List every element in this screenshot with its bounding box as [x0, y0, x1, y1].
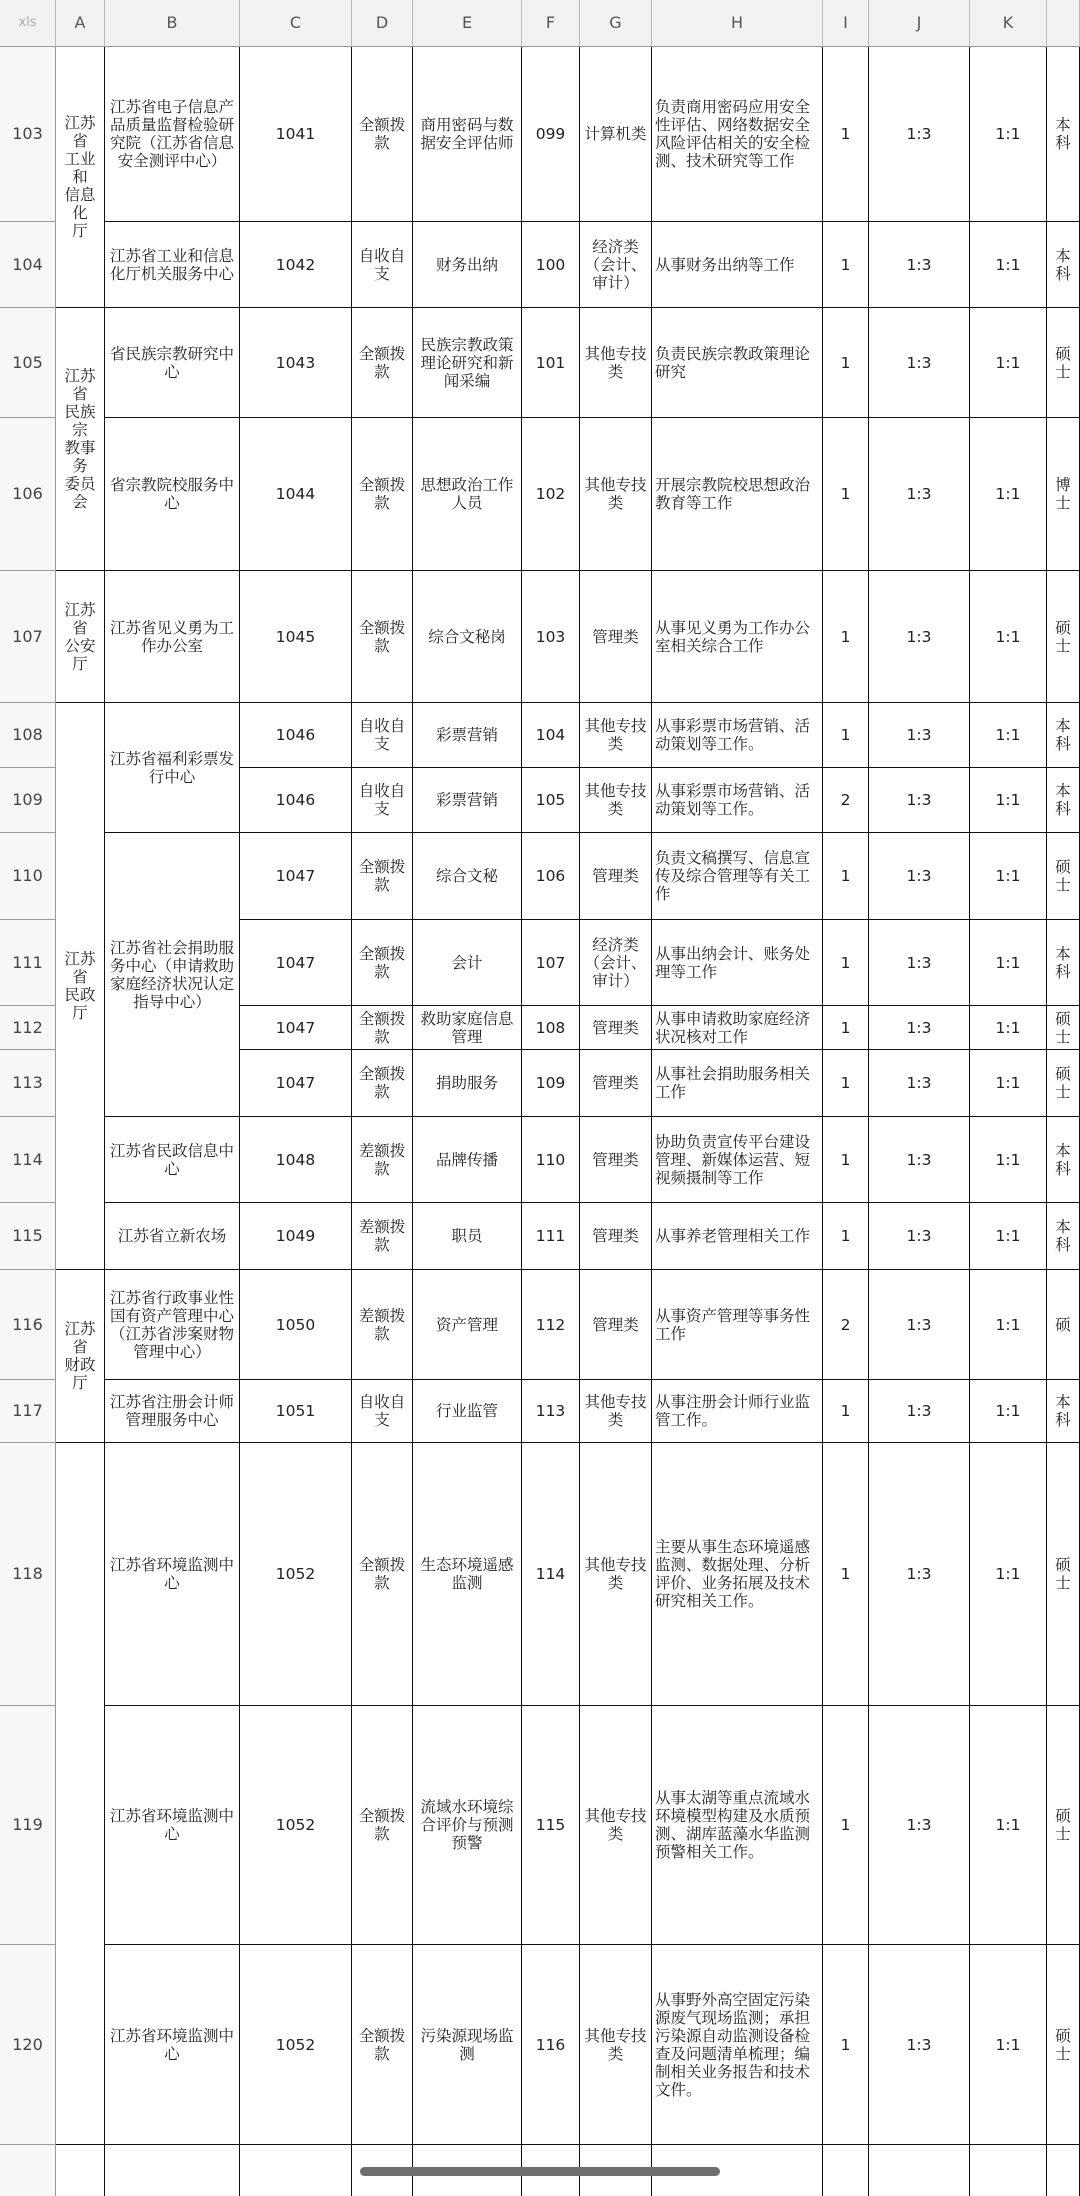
unit-cell[interactable]: 江苏省电子信息产品质量监督检验研究院（江苏省信息安全测评中心） [105, 47, 240, 222]
cell-category[interactable]: 其他专技类 [580, 768, 652, 833]
cell-edu[interactable]: 本科 [1047, 1203, 1080, 1270]
cell-funding[interactable]: 全额拨款 [352, 1945, 413, 2145]
cell-description[interactable]: 从事彩票市场营销、活动策划等工作。 [652, 768, 823, 833]
row-header[interactable]: 109 [0, 768, 56, 833]
cell-funding[interactable]: 全额拨款 [352, 47, 413, 222]
column-header-e[interactable]: E [413, 0, 522, 47]
cell-category[interactable]: 管理类 [580, 1117, 652, 1203]
cell-edu[interactable]: 硕士 [1047, 833, 1080, 920]
cell-ratio[interactable]: 1:3 [869, 1380, 970, 1443]
cell-ratio[interactable]: 1:3 [869, 308, 970, 418]
cell-count[interactable]: 1 [823, 1945, 869, 2145]
cell-description[interactable]: 开展宗教院校思想政治教育等工作 [652, 418, 823, 571]
column-header-b[interactable]: B [105, 0, 240, 47]
cell-k[interactable]: 1:1 [970, 418, 1047, 571]
cell-category[interactable]: 管理类 [580, 1270, 652, 1380]
cell-count[interactable]: 1 [823, 833, 869, 920]
cell-code[interactable]: 1047 [240, 1050, 352, 1117]
cell-category[interactable]: 其他专技类 [580, 703, 652, 768]
cell-code[interactable]: 1046 [240, 768, 352, 833]
cell-pos_code[interactable]: 099 [522, 47, 580, 222]
cell-position[interactable]: 污染源现场监测 [413, 1945, 522, 2145]
cell-code[interactable]: 1052 [240, 1443, 352, 1706]
cell-code[interactable]: 1042 [240, 222, 352, 308]
cell-category[interactable]: 其他专技类 [580, 418, 652, 571]
row-header[interactable]: 120 [0, 1945, 56, 2145]
department-cell[interactable]: 江苏省 公安厅 [56, 571, 105, 703]
cell-pos_code[interactable]: 101 [522, 308, 580, 418]
column-header-extra[interactable] [1047, 0, 1080, 47]
cell-description[interactable]: 从事野外高空固定污染源废气现场监测；承担污染源自动监测设备检查及问题清单梳理；编制相关业务报告和技术文件。 [652, 1945, 823, 2145]
cell-pos_code[interactable]: 116 [522, 1945, 580, 2145]
cell-funding[interactable]: 全额拨款 [352, 1050, 413, 1117]
empty-cell[interactable] [240, 2145, 352, 2196]
cell-position[interactable]: 民族宗教政策理论研究和新闻采编 [413, 308, 522, 418]
cell-edu[interactable]: 本科 [1047, 1380, 1080, 1443]
cell-ratio[interactable]: 1:3 [869, 703, 970, 768]
cell-ratio[interactable]: 1:3 [869, 833, 970, 920]
cell-edu[interactable]: 硕士 [1047, 308, 1080, 418]
unit-cell[interactable]: 江苏省环境监测中心 [105, 1443, 240, 1706]
cell-count[interactable]: 1 [823, 418, 869, 571]
cell-edu[interactable]: 硕士 [1047, 1443, 1080, 1706]
cell-k[interactable]: 1:1 [970, 1117, 1047, 1203]
cell-description[interactable]: 从事注册会计师行业监管工作。 [652, 1380, 823, 1443]
cell-k[interactable]: 1:1 [970, 1203, 1047, 1270]
unit-cell[interactable]: 江苏省行政事业性国有资产管理中心（江苏省涉案财物管理中心） [105, 1270, 240, 1380]
cell-category[interactable]: 其他专技类 [580, 1706, 652, 1945]
unit-cell[interactable]: 江苏省见义勇为工作办公室 [105, 571, 240, 703]
cell-edu[interactable]: 硕士 [1047, 1945, 1080, 2145]
cell-position[interactable]: 思想政治工作人员 [413, 418, 522, 571]
cell-pos_code[interactable]: 114 [522, 1443, 580, 1706]
cell-category[interactable]: 经济类（会计、审计） [580, 222, 652, 308]
cell-funding[interactable]: 差额拨款 [352, 1203, 413, 1270]
unit-cell[interactable]: 江苏省立新农场 [105, 1203, 240, 1270]
row-header[interactable]: 112 [0, 1006, 56, 1050]
cell-description[interactable]: 从事财务出纳等工作 [652, 222, 823, 308]
cell-category[interactable]: 其他专技类 [580, 308, 652, 418]
cell-ratio[interactable]: 1:3 [869, 1117, 970, 1203]
cell-pos_code[interactable]: 110 [522, 1117, 580, 1203]
cell-position[interactable]: 生态环境遥感监测 [413, 1443, 522, 1706]
cell-count[interactable]: 1 [823, 1443, 869, 1706]
unit-cell[interactable]: 省民族宗教研究中心 [105, 308, 240, 418]
cell-k[interactable]: 1:1 [970, 703, 1047, 768]
cell-edu[interactable]: 本科 [1047, 1117, 1080, 1203]
cell-edu[interactable]: 本科 [1047, 768, 1080, 833]
cell-category[interactable]: 管理类 [580, 833, 652, 920]
cell-k[interactable]: 1:1 [970, 920, 1047, 1006]
cell-code[interactable]: 1049 [240, 1203, 352, 1270]
cell-position[interactable]: 会计 [413, 920, 522, 1006]
cell-description[interactable]: 负责民族宗教政策理论研究 [652, 308, 823, 418]
column-header-g[interactable]: G [580, 0, 652, 47]
empty-cell[interactable] [869, 2145, 970, 2196]
row-header[interactable]: 114 [0, 1117, 56, 1203]
cell-pos_code[interactable]: 106 [522, 833, 580, 920]
cell-funding[interactable]: 全额拨款 [352, 308, 413, 418]
cell-code[interactable]: 1047 [240, 1006, 352, 1050]
row-header[interactable]: 119 [0, 1706, 56, 1945]
row-header[interactable]: 118 [0, 1443, 56, 1706]
cell-category[interactable]: 管理类 [580, 571, 652, 703]
cell-description[interactable]: 从事见义勇为工作办公室相关综合工作 [652, 571, 823, 703]
cell-category[interactable]: 其他专技类 [580, 1380, 652, 1443]
row-header[interactable]: 107 [0, 571, 56, 703]
row-header[interactable]: 106 [0, 418, 56, 571]
cell-pos_code[interactable]: 108 [522, 1006, 580, 1050]
cell-position[interactable]: 流域水环境综合评价与预测预警 [413, 1706, 522, 1945]
home-indicator[interactable] [360, 2167, 720, 2176]
select-all-corner[interactable]: xls [0, 0, 56, 47]
unit-cell[interactable]: 江苏省社会捐助服务中心（申请救助家庭经济状况认定指导中心） [105, 833, 240, 1117]
cell-edu[interactable]: 硕士 [1047, 571, 1080, 703]
cell-funding[interactable]: 差额拨款 [352, 1117, 413, 1203]
cell-edu[interactable]: 本科 [1047, 222, 1080, 308]
column-header-i[interactable]: I [823, 0, 869, 47]
cell-ratio[interactable]: 1:3 [869, 1203, 970, 1270]
cell-count[interactable]: 1 [823, 308, 869, 418]
cell-k[interactable]: 1:1 [970, 222, 1047, 308]
column-header-j[interactable]: J [869, 0, 970, 47]
cell-k[interactable]: 1:1 [970, 833, 1047, 920]
department-cell[interactable]: 江苏省 财政厅 [56, 1270, 105, 1443]
cell-funding[interactable]: 自收自支 [352, 1380, 413, 1443]
department-cell[interactable]: 江苏省 民族宗 教事务 委员会 [56, 308, 105, 571]
cell-count[interactable]: 1 [823, 571, 869, 703]
cell-edu[interactable]: 本科 [1047, 920, 1080, 1006]
cell-position[interactable]: 彩票营销 [413, 703, 522, 768]
cell-category[interactable]: 计算机类 [580, 47, 652, 222]
cell-k[interactable]: 1:1 [970, 1050, 1047, 1117]
empty-cell[interactable] [105, 2145, 240, 2196]
cell-position[interactable]: 捐助服务 [413, 1050, 522, 1117]
cell-ratio[interactable]: 1:3 [869, 47, 970, 222]
cell-description[interactable]: 主要从事生态环境遥感监测、数据处理、分析评价、业务拓展及技术研究相关工作。 [652, 1443, 823, 1706]
cell-edu[interactable]: 博士 [1047, 418, 1080, 571]
column-header-f[interactable]: F [522, 0, 580, 47]
cell-position[interactable]: 彩票营销 [413, 768, 522, 833]
empty-cell[interactable] [0, 2145, 56, 2196]
unit-cell[interactable]: 江苏省福利彩票发行中心 [105, 703, 240, 833]
cell-description[interactable]: 从事资产管理等事务性工作 [652, 1270, 823, 1380]
cell-position[interactable]: 资产管理 [413, 1270, 522, 1380]
cell-count[interactable]: 1 [823, 1117, 869, 1203]
cell-funding[interactable]: 全额拨款 [352, 1443, 413, 1706]
cell-pos_code[interactable]: 109 [522, 1050, 580, 1117]
cell-code[interactable]: 1047 [240, 920, 352, 1006]
cell-count[interactable]: 2 [823, 768, 869, 833]
cell-count[interactable]: 1 [823, 222, 869, 308]
row-header[interactable]: 103 [0, 47, 56, 222]
cell-ratio[interactable]: 1:3 [869, 768, 970, 833]
department-cell[interactable] [56, 1443, 105, 2145]
unit-cell[interactable]: 江苏省环境监测中心 [105, 1706, 240, 1945]
cell-k[interactable]: 1:1 [970, 1380, 1047, 1443]
cell-edu[interactable]: 硕士 [1047, 1006, 1080, 1050]
cell-code[interactable]: 1048 [240, 1117, 352, 1203]
cell-description[interactable]: 从事彩票市场营销、活动策划等工作。 [652, 703, 823, 768]
cell-pos_code[interactable]: 107 [522, 920, 580, 1006]
cell-pos_code[interactable]: 102 [522, 418, 580, 571]
unit-cell[interactable]: 江苏省工业和信息化厅机关服务中心 [105, 222, 240, 308]
cell-ratio[interactable]: 1:3 [869, 920, 970, 1006]
cell-edu[interactable]: 本科 [1047, 47, 1080, 222]
cell-count[interactable]: 1 [823, 47, 869, 222]
cell-ratio[interactable]: 1:3 [869, 571, 970, 703]
cell-ratio[interactable]: 1:3 [869, 1006, 970, 1050]
cell-pos_code[interactable]: 103 [522, 571, 580, 703]
unit-cell[interactable]: 江苏省民政信息中心 [105, 1117, 240, 1203]
cell-category[interactable]: 其他专技类 [580, 1945, 652, 2145]
cell-code[interactable]: 1047 [240, 833, 352, 920]
cell-description[interactable]: 从事出纳会计、账务处理等工作 [652, 920, 823, 1006]
cell-pos_code[interactable]: 104 [522, 703, 580, 768]
cell-edu[interactable]: 硕 [1047, 1270, 1080, 1380]
cell-count[interactable]: 1 [823, 1050, 869, 1117]
cell-description[interactable]: 负责商用密码应用安全性评估、网络数据安全风险评估相关的安全检测、技术研究等工作 [652, 47, 823, 222]
empty-cell[interactable] [56, 2145, 105, 2196]
cell-count[interactable]: 1 [823, 1203, 869, 1270]
cell-ratio[interactable]: 1:3 [869, 1270, 970, 1380]
cell-category[interactable]: 经济类（会计、审计） [580, 920, 652, 1006]
cell-category[interactable]: 管理类 [580, 1050, 652, 1117]
column-header-c[interactable]: C [240, 0, 352, 47]
cell-position[interactable]: 行业监管 [413, 1380, 522, 1443]
cell-k[interactable]: 1:1 [970, 47, 1047, 222]
cell-funding[interactable]: 自收自支 [352, 768, 413, 833]
cell-pos_code[interactable]: 100 [522, 222, 580, 308]
cell-ratio[interactable]: 1:3 [869, 1443, 970, 1706]
empty-cell[interactable] [1047, 2145, 1080, 2196]
cell-count[interactable]: 1 [823, 1006, 869, 1050]
unit-cell[interactable]: 江苏省注册会计师管理服务中心 [105, 1380, 240, 1443]
cell-funding[interactable]: 全额拨款 [352, 833, 413, 920]
row-header[interactable]: 108 [0, 703, 56, 768]
column-header-h[interactable]: H [652, 0, 823, 47]
cell-position[interactable]: 商用密码与数据安全评估师 [413, 47, 522, 222]
cell-code[interactable]: 1050 [240, 1270, 352, 1380]
cell-edu[interactable]: 硕士 [1047, 1050, 1080, 1117]
cell-k[interactable]: 1:1 [970, 1270, 1047, 1380]
empty-cell[interactable] [970, 2145, 1047, 2196]
cell-pos_code[interactable]: 112 [522, 1270, 580, 1380]
unit-cell[interactable]: 江苏省环境监测中心 [105, 1945, 240, 2145]
cell-category[interactable]: 管理类 [580, 1006, 652, 1050]
cell-position[interactable]: 综合文秘岗 [413, 571, 522, 703]
cell-ratio[interactable]: 1:3 [869, 222, 970, 308]
cell-k[interactable]: 1:1 [970, 1706, 1047, 1945]
cell-funding[interactable]: 全额拨款 [352, 1006, 413, 1050]
cell-pos_code[interactable]: 111 [522, 1203, 580, 1270]
column-header-d[interactable]: D [352, 0, 413, 47]
department-cell[interactable]: 江苏省 民政厅 [56, 703, 105, 1270]
row-header[interactable]: 117 [0, 1380, 56, 1443]
row-header[interactable]: 116 [0, 1270, 56, 1380]
cell-code[interactable]: 1046 [240, 703, 352, 768]
cell-count[interactable]: 1 [823, 703, 869, 768]
row-header[interactable]: 113 [0, 1050, 56, 1117]
cell-description[interactable]: 从事社会捐助服务相关工作 [652, 1050, 823, 1117]
cell-description[interactable]: 从事申请救助家庭经济状况核对工作 [652, 1006, 823, 1050]
row-header[interactable]: 105 [0, 308, 56, 418]
cell-code[interactable]: 1043 [240, 308, 352, 418]
cell-category[interactable]: 管理类 [580, 1203, 652, 1270]
cell-count[interactable]: 1 [823, 1380, 869, 1443]
cell-position[interactable]: 品牌传播 [413, 1117, 522, 1203]
cell-code[interactable]: 1041 [240, 47, 352, 222]
empty-cell[interactable] [823, 2145, 869, 2196]
row-header[interactable]: 104 [0, 222, 56, 308]
cell-position[interactable]: 救助家庭信息管理 [413, 1006, 522, 1050]
row-header[interactable]: 111 [0, 920, 56, 1006]
cell-description[interactable]: 负责文稿撰写、信息宣传及综合管理等有关工作 [652, 833, 823, 920]
cell-code[interactable]: 1052 [240, 1706, 352, 1945]
cell-k[interactable]: 1:1 [970, 1443, 1047, 1706]
cell-funding[interactable]: 全额拨款 [352, 1706, 413, 1945]
cell-funding[interactable]: 自收自支 [352, 703, 413, 768]
cell-category[interactable]: 其他专技类 [580, 1443, 652, 1706]
cell-count[interactable]: 1 [823, 920, 869, 1006]
cell-funding[interactable]: 差额拨款 [352, 1270, 413, 1380]
cell-funding[interactable]: 全额拨款 [352, 571, 413, 703]
cell-k[interactable]: 1:1 [970, 768, 1047, 833]
cell-description[interactable]: 从事养老管理相关工作 [652, 1203, 823, 1270]
cell-k[interactable]: 1:1 [970, 308, 1047, 418]
cell-ratio[interactable]: 1:3 [869, 1945, 970, 2145]
cell-ratio[interactable]: 1:3 [869, 418, 970, 571]
cell-position[interactable]: 职员 [413, 1203, 522, 1270]
row-header[interactable]: 110 [0, 833, 56, 920]
cell-pos_code[interactable]: 115 [522, 1706, 580, 1945]
cell-edu[interactable]: 本科 [1047, 703, 1080, 768]
cell-edu[interactable]: 硕士 [1047, 1706, 1080, 1945]
cell-position[interactable]: 综合文秘 [413, 833, 522, 920]
unit-cell[interactable]: 省宗教院校服务中心 [105, 418, 240, 571]
row-header[interactable]: 115 [0, 1203, 56, 1270]
cell-k[interactable]: 1:1 [970, 1006, 1047, 1050]
cell-pos_code[interactable]: 105 [522, 768, 580, 833]
cell-k[interactable]: 1:1 [970, 1945, 1047, 2145]
cell-code[interactable]: 1052 [240, 1945, 352, 2145]
cell-description[interactable]: 协助负责宣传平台建设管理、新媒体运营、短视频摄制等工作 [652, 1117, 823, 1203]
column-header-a[interactable]: A [56, 0, 105, 47]
cell-code[interactable]: 1044 [240, 418, 352, 571]
cell-pos_code[interactable]: 113 [522, 1380, 580, 1443]
cell-ratio[interactable]: 1:3 [869, 1706, 970, 1945]
cell-k[interactable]: 1:1 [970, 571, 1047, 703]
cell-description[interactable]: 从事太湖等重点流域水环境模型构建及水质预测、湖库蓝藻水华监测预警相关工作。 [652, 1706, 823, 1945]
cell-funding[interactable]: 自收自支 [352, 222, 413, 308]
cell-code[interactable]: 1051 [240, 1380, 352, 1443]
cell-funding[interactable]: 全额拨款 [352, 920, 413, 1006]
cell-position[interactable]: 财务出纳 [413, 222, 522, 308]
cell-ratio[interactable]: 1:3 [869, 1050, 970, 1117]
cell-count[interactable]: 2 [823, 1270, 869, 1380]
cell-code[interactable]: 1045 [240, 571, 352, 703]
column-header-k[interactable]: K [970, 0, 1047, 47]
department-cell[interactable]: 江苏省 工业和 信息化 厅 [56, 47, 105, 308]
cell-count[interactable]: 1 [823, 1706, 869, 1945]
cell-funding[interactable]: 全额拨款 [352, 418, 413, 571]
